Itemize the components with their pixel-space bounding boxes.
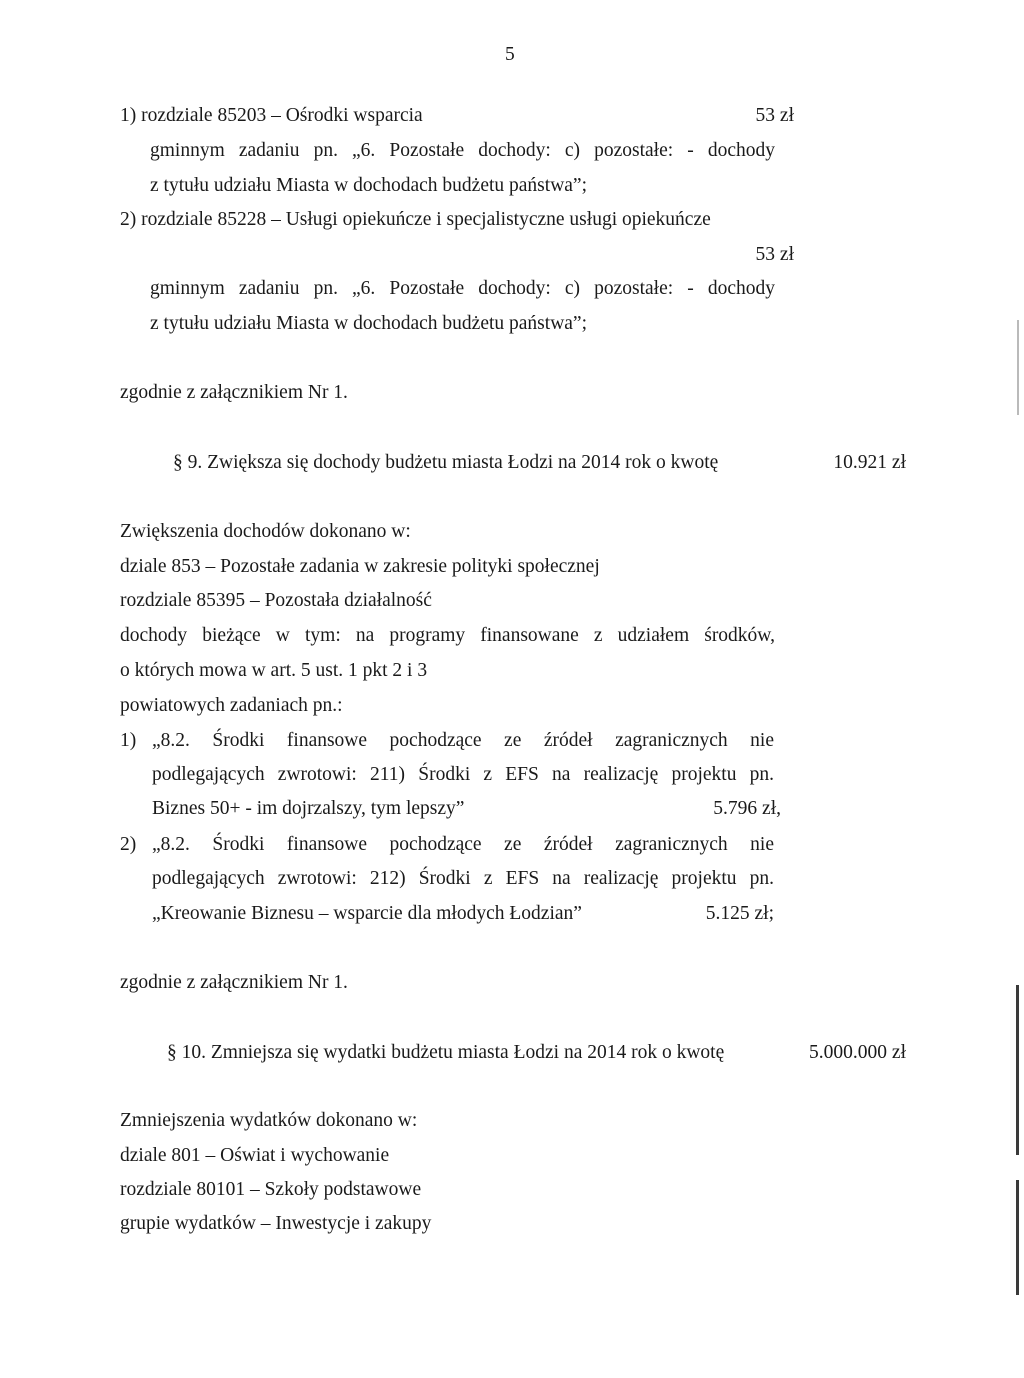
- paragraph-9-amount: 10.921 zł: [833, 452, 906, 473]
- item2-desc-line2: z tytułu udziału Miasta w dochodach budżetu państwa”;: [150, 313, 587, 334]
- item2-desc-line1: gminnym zadaniu pn. „6. Pozostałe dochody: c) pozostałe: - dochody: [150, 278, 775, 299]
- item2-rozdzial: 2) rozdziale 85228 – Usługi opiekuńcze i specjalistyczne usługi opiekuńcze: [120, 209, 711, 230]
- scan-edge-mark: [1016, 985, 1019, 1155]
- dzial-801: dziale 801 – Oświat i wychowanie: [120, 1145, 390, 1166]
- item1-amount: 53 zł: [755, 105, 794, 126]
- annex-reference-2: zgodnie z załącznikiem Nr 1.: [120, 972, 348, 993]
- task-1-line3: Biznes 50+ - im dojrzalszy, tym lepszy”: [152, 798, 465, 819]
- item1-rozdzial: 1) rozdziale 85203 – Ośrodki wsparcia: [120, 105, 423, 126]
- task-1-line2: podlegających zwrotowi: 211) Środki z EFS na realizację projektu pn.: [152, 764, 774, 785]
- increase-intro: Zwiększenia dochodów dokonano w:: [120, 521, 411, 542]
- decrease-intro: Zmniejszenia wydatków dokonano w:: [120, 1110, 418, 1131]
- item1-desc-line2: z tytułu udziału Miasta w dochodach budżetu państwa”;: [150, 175, 587, 196]
- annex-reference-1: zgodnie z załącznikiem Nr 1.: [120, 382, 348, 403]
- task-1-line1: „8.2. Środki finansowe pochodzące ze źródeł zagranicznych nie: [152, 730, 774, 751]
- rozdzial-80101: rozdziale 80101 – Szkoły podstawowe: [120, 1179, 422, 1200]
- dochody-line1: dochody bieżące w tym: na programy finansowane z udziałem środków,: [120, 625, 775, 646]
- dzial-853: dziale 853 – Pozostałe zadania w zakresie polityki społecznej: [120, 556, 600, 577]
- task-2-number: 2): [120, 834, 137, 855]
- task-1-amount: 5.796 zł,: [713, 798, 781, 819]
- page-number: 5: [505, 44, 515, 65]
- rozdzial-85395: rozdziale 85395 – Pozostała działalność: [120, 590, 432, 611]
- paragraph-9-heading: § 9. Zwiększa się dochody budżetu miasta Łodzi na 2014 rok o kwotę: [173, 452, 719, 473]
- task-2-amount: 5.125 zł;: [705, 903, 774, 924]
- dochody-line2: o których mowa w art. 5 ust. 1 pkt 2 i 3: [120, 660, 428, 681]
- expense-group: grupie wydatków – Inwestycje i zakupy: [120, 1213, 432, 1234]
- task-2-line2: podlegających zwrotowi: 212) Środki z EFS na realizację projektu pn.: [152, 868, 774, 889]
- task-2-line3: „Kreowanie Biznesu – wsparcie dla młodych Łodzian”: [152, 903, 582, 924]
- task-1-number: 1): [120, 730, 137, 751]
- paragraph-10-amount: 5.000.000 zł: [809, 1042, 906, 1063]
- task-2-line1: „8.2. Środki finansowe pochodzące ze źródeł zagranicznych nie: [152, 834, 774, 855]
- paragraph-10-heading: § 10. Zmniejsza się wydatki budżetu miasta Łodzi na 2014 rok o kwotę: [167, 1042, 725, 1063]
- powiat-tasks: powiatowych zadaniach pn.:: [120, 695, 343, 716]
- scan-edge-mark: [1017, 320, 1019, 415]
- scan-edge-mark: [1016, 1180, 1019, 1295]
- item1-desc-line1: gminnym zadaniu pn. „6. Pozostałe dochody: c) pozostałe: - dochody: [150, 140, 775, 161]
- item2-amount: 53 zł: [755, 244, 794, 265]
